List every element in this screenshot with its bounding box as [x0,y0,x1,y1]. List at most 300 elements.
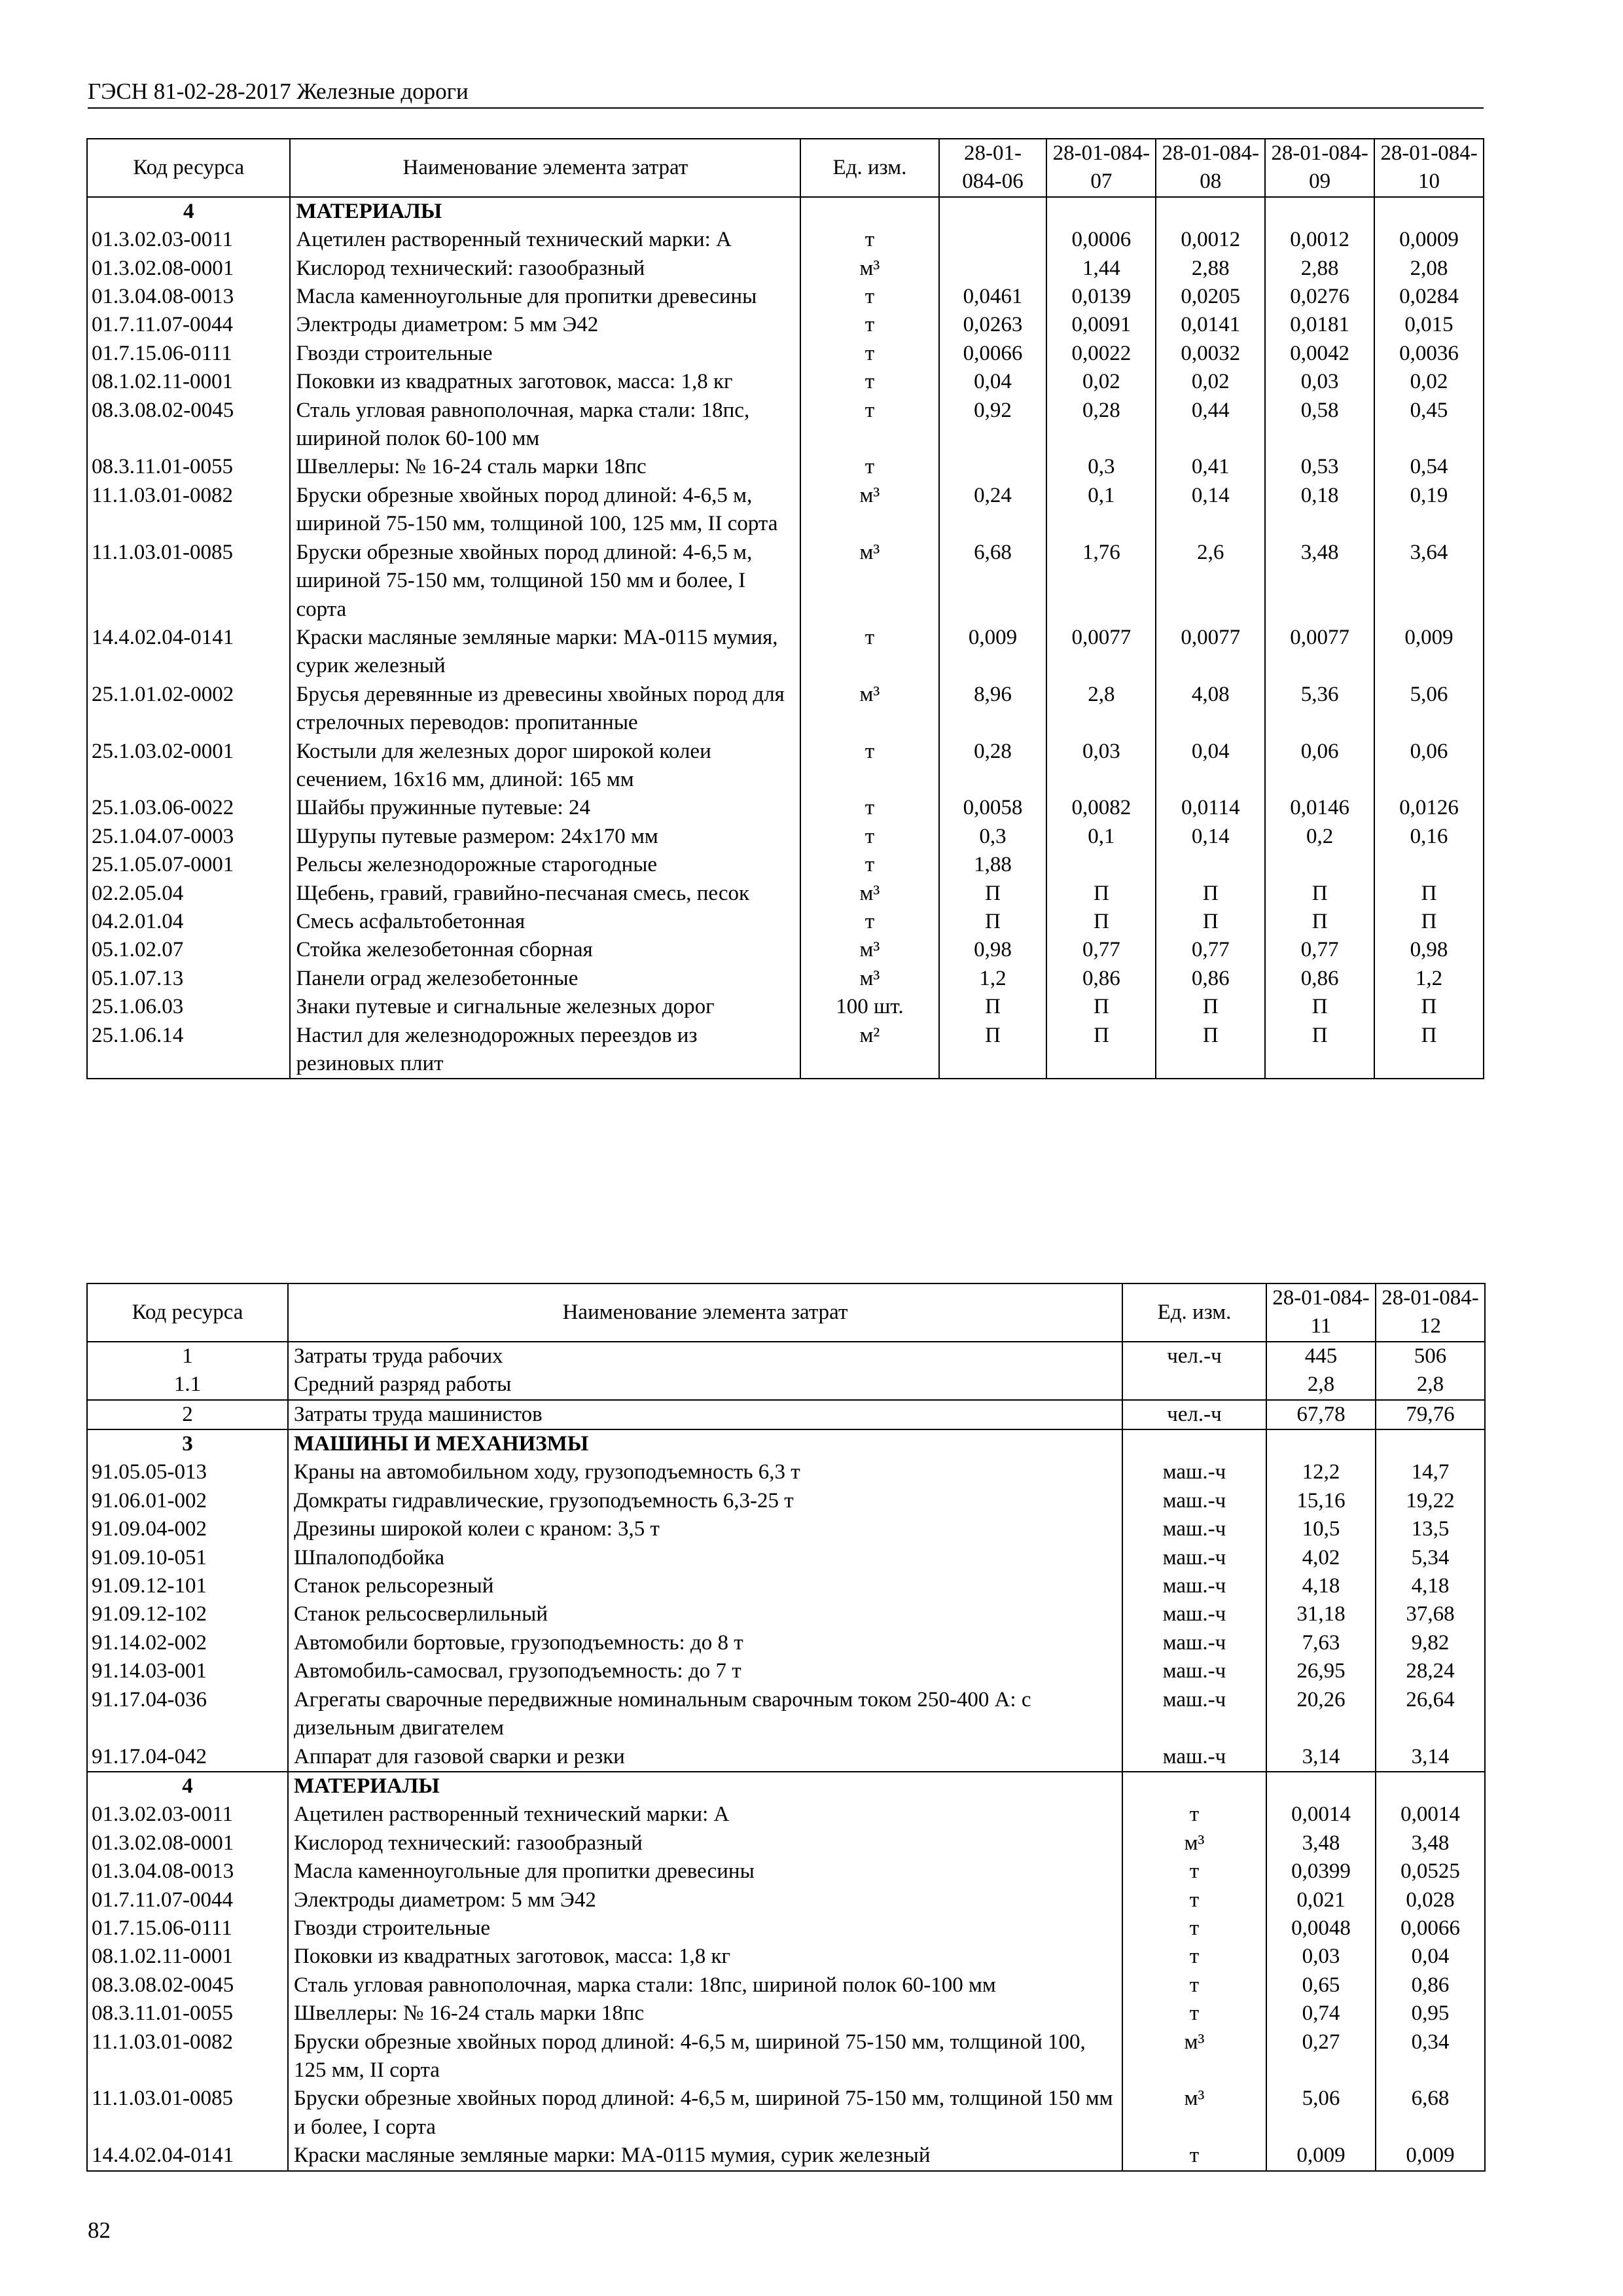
table-row [87,1342,1485,1371]
resource-code: 08.3.11.01-0055 [87,2000,288,2028]
resource-value: 3,48 [1376,1829,1485,1857]
table-row [87,226,1484,254]
resource-unit: м³ [800,880,938,908]
table-row [87,2000,1485,2028]
resource-value: 0,021 [1266,1886,1376,1914]
resource-value: 0,45 [1374,397,1484,454]
col-value-header: 28-01-084-07 [1046,139,1156,197]
table-row [87,255,1484,283]
resource-unit: м³ [800,936,938,964]
resources-table-2 [86,1283,1486,2172]
resource-code: 14.4.02.04-0141 [87,2142,288,2170]
resource-value: 3,14 [1376,1743,1485,1772]
resource-value: 14,7 [1376,1458,1485,1486]
resource-value: 0,009 [1266,2142,1376,2170]
resource-value [939,226,1047,254]
resource-value: 0,0012 [1265,226,1374,254]
resource-value: 0,015 [1374,311,1484,339]
resource-code: 25.1.06.03 [87,993,290,1021]
resource-value: 1,76 [1046,539,1156,624]
col-name-header: Наименование элемента затрат [290,139,800,197]
table-row [87,1686,1485,1743]
resource-value: 0,19 [1374,482,1484,539]
resource-code: 08.1.02.11-0001 [87,368,290,396]
table-row [87,965,1484,993]
resource-unit: м³ [1122,2028,1266,2085]
resource-unit [1122,1371,1266,1399]
resource-value: 0,28 [1046,397,1156,454]
resource-value: 0,0077 [1265,624,1374,681]
resource-name: Краски масляные земляные марки: МА-0115 мумия, сурик железный [290,624,800,681]
resource-value: П [1374,880,1484,908]
table-row [87,539,1484,624]
resource-value: 0,03 [1046,738,1156,795]
resource-value: 0,1 [1046,482,1156,539]
resource-value: 0,0399 [1266,1857,1376,1886]
resource-value: 0,98 [939,936,1047,964]
resource-value: 3,48 [1266,1829,1376,1857]
resource-code: 08.3.11.01-0055 [87,453,290,481]
resource-value: 0,14 [1156,823,1265,851]
resource-value: П [1265,1022,1374,1079]
resource-value: 0,0284 [1374,283,1484,311]
table-row [87,823,1484,851]
resource-value: 0,03 [1266,1943,1376,1971]
page-header: ГЭСН 81-02-28-2017 Железные дороги [88,77,1484,109]
resource-value: 0,0141 [1156,311,1265,339]
resource-value: 1,2 [939,965,1047,993]
resource-value: П [1156,993,1265,1021]
resource-value: П [1046,908,1156,936]
table-row [87,1458,1485,1486]
resource-value: П [1156,908,1265,936]
resource-value: 0,3 [939,823,1047,851]
resource-code: 25.1.04.07-0003 [87,823,290,851]
resource-unit: т [1122,1886,1266,1914]
resource-value: 0,0263 [939,311,1047,339]
resource-unit: маш.-ч [1122,1657,1266,1685]
resource-code: 11.1.03.01-0082 [87,2028,288,2085]
resource-value: 0,04 [1156,738,1265,795]
resource-value: 0,44 [1156,397,1265,454]
resource-name: Агрегаты сварочные передвижные номинальным сварочным током 250-400 А: с дизельным двигателем [288,1686,1122,1743]
resource-unit: т [1122,1914,1266,1943]
resource-name: Шайбы пружинные путевые: 24 [290,794,800,822]
resource-code: 25.1.06.14 [87,1022,290,1079]
resource-code: 01.3.04.08-0013 [87,283,290,311]
resource-value: 0,41 [1156,453,1265,481]
resource-value: 0,0042 [1265,340,1374,368]
resource-unit: т [800,851,938,879]
resource-value: 67,78 [1266,1400,1376,1429]
resource-code: 01.7.15.06-0111 [87,1914,288,1943]
resource-value: 0,77 [1046,936,1156,964]
resource-unit: м³ [1122,2085,1266,2142]
resource-value: 0,0091 [1046,311,1156,339]
resource-value: П [1046,993,1156,1021]
resource-name: Затраты труда рабочих [288,1342,1122,1371]
table-row [87,1544,1485,1572]
resource-value: 0,0205 [1156,283,1265,311]
resource-value: 5,06 [1374,681,1484,738]
col-value-header: 28-01-084-09 [1265,139,1374,197]
resource-value: 0,3 [1046,453,1156,481]
resource-value: 4,18 [1266,1572,1376,1600]
col-unit-header: Ед. изм. [1122,1283,1266,1342]
table-row [87,368,1484,396]
resource-unit: м³ [800,255,938,283]
table-row [87,1886,1485,1914]
table-row [87,1829,1485,1857]
resource-unit: т [800,453,938,481]
resource-name: Масла каменноугольные для пропитки древесины [288,1857,1122,1886]
resource-value: 0,0082 [1046,794,1156,822]
resource-value: 0,0048 [1266,1914,1376,1943]
col-value-header: 28-01-084-06 [939,139,1047,197]
resource-value: П [939,993,1047,1021]
section-code: 4 [87,197,290,226]
resource-value: 2,88 [1265,255,1374,283]
col-value-header: 28-01-084-11 [1266,1283,1376,1342]
resource-code: 05.1.07.13 [87,965,290,993]
resource-unit: 100 шт. [800,993,938,1021]
resource-unit: м³ [800,482,938,539]
resource-value: 3,64 [1374,539,1484,624]
resource-code: 91.06.01-002 [87,1487,288,1515]
resource-value: 0,06 [1265,738,1374,795]
resource-name: Щебень, гравий, гравийно-песчаная смесь, песок [290,880,800,908]
resource-code: 14.4.02.04-0141 [87,624,290,681]
resource-unit: т [800,738,938,795]
resources-table-1 [86,138,1484,1079]
resource-value: 12,2 [1266,1458,1376,1486]
resource-unit: маш.-ч [1122,1629,1266,1657]
resource-value: 2,6 [1156,539,1265,624]
table-row [87,482,1484,539]
resource-name: Автомобили бортовые, грузоподъемность: до 8 т [288,1629,1122,1657]
resource-value: 0,009 [1374,624,1484,681]
resource-value [1376,1772,1485,1801]
resource-unit: маш.-ч [1122,1743,1266,1772]
table-row [87,880,1484,908]
resource-name: Домкраты гидравлические, грузоподъемность 6,3-25 т [288,1487,1122,1515]
resource-unit: т [1122,1943,1266,1971]
resource-code: 05.1.02.07 [87,936,290,964]
resource-value: П [1265,993,1374,1021]
resource-value: 26,64 [1376,1686,1485,1743]
resource-name: Швеллеры: № 16-24 сталь марки 18пс [288,2000,1122,2028]
resource-value: 3,14 [1266,1743,1376,1772]
resource-name: Кислород технический: газообразный [288,1829,1122,1857]
resource-value: 0,0461 [939,283,1047,311]
resource-value: 6,68 [939,539,1047,624]
resource-value: 0,34 [1376,2028,1485,2085]
resource-value: 0,0032 [1156,340,1265,368]
resource-value: 2,8 [1046,681,1156,738]
resource-unit: т [1122,1857,1266,1886]
resource-value: 10,5 [1266,1515,1376,1543]
table-row [87,1515,1485,1543]
resource-code: 11.1.03.01-0085 [87,2085,288,2142]
resource-code: 91.09.04-002 [87,1515,288,1543]
resource-value: П [1265,908,1374,936]
resource-code: 01.3.02.08-0001 [87,255,290,283]
resource-value: 0,53 [1265,453,1374,481]
resource-value: 5,34 [1376,1544,1485,1572]
resource-code: 91.17.04-042 [87,1743,288,1772]
resource-name: Краны на автомобильном ходу, грузоподъемность 6,3 т [288,1458,1122,1486]
resource-value: 0,0066 [1376,1914,1485,1943]
resource-value: 3,48 [1265,539,1374,624]
section-row [87,1429,1485,1458]
resource-code: 91.09.12-102 [87,1600,288,1628]
resource-value: 0,0126 [1374,794,1484,822]
resource-unit: чел.-ч [1122,1400,1266,1429]
resource-value: 0,98 [1374,936,1484,964]
resource-value: 506 [1376,1342,1485,1371]
resource-name: Сталь угловая равнополочная, марка стали: 18пс, шириной полок 60-100 мм [288,1971,1122,2000]
resource-code: 01.3.04.08-0013 [87,1857,288,1886]
resource-value: 0,0077 [1156,624,1265,681]
resource-value: П [939,880,1047,908]
resource-unit: маш.-ч [1122,1458,1266,1486]
resource-code: 02.2.05.04 [87,880,290,908]
table-row [87,738,1484,795]
resource-unit: т [800,226,938,254]
resource-value: 0,18 [1265,482,1374,539]
table-row [87,681,1484,738]
resource-name: Шурупы путевые размером: 24х170 мм [290,823,800,851]
table-row [87,936,1484,964]
section-row [87,197,1484,226]
page-number: 82 [88,2217,111,2243]
resource-name: Настил для железнодорожных переездов из резиновых плит [290,1022,800,1079]
resource-value: 4,08 [1156,681,1265,738]
resource-unit [1122,1429,1266,1458]
resource-value: 9,82 [1376,1629,1485,1657]
resource-unit: м³ [800,681,938,738]
resource-value: 5,06 [1266,2085,1376,2142]
resource-name: Бруски обрезные хвойных пород длиной: 4-6,5 м, шириной 75-150 мм, толщиной 150 мм и более, I сорта [290,539,800,624]
resource-code: 91.09.10-051 [87,1544,288,1572]
table-row [87,1022,1484,1079]
resource-value: 2,8 [1266,1371,1376,1399]
resource-code: 11.1.03.01-0085 [87,539,290,624]
resource-code: 91.05.05-013 [87,1458,288,1486]
resource-unit: маш.-ч [1122,1515,1266,1543]
resource-name: Аппарат для газовой сварки и резки [288,1743,1122,1772]
col-unit-header: Ед. изм. [800,139,938,197]
resource-name: Панели оград железобетонные [290,965,800,993]
resource-name: Шпалоподбойка [288,1544,1122,1572]
table-row [87,794,1484,822]
col-value-header: 28-01-084-10 [1374,139,1484,197]
resource-unit: т [1122,2142,1266,2170]
resource-value: П [939,1022,1047,1079]
table-row [87,1400,1485,1429]
resource-value: 2,88 [1156,255,1265,283]
resource-value [1376,1429,1485,1458]
table-row [87,1914,1485,1943]
resource-name: Станок рельсосверлильный [288,1600,1122,1628]
resource-code: 91.14.03-001 [87,1657,288,1685]
resource-value: 0,86 [1376,1971,1485,2000]
resource-value: 0,16 [1374,823,1484,851]
resource-value: 0,0058 [939,794,1047,822]
resource-code: 08.3.08.02-0045 [87,397,290,454]
resource-value: 0,58 [1265,397,1374,454]
resource-value: П [1265,880,1374,908]
resource-code: 01.3.02.08-0001 [87,1829,288,1857]
resource-value: 2,08 [1374,255,1484,283]
resource-value: 0,0022 [1046,340,1156,368]
table-row [87,1487,1485,1515]
resource-name: Дрезины широкой колеи с краном: 3,5 т [288,1515,1122,1543]
table-header-row [87,1283,1485,1342]
resource-value: 0,0036 [1374,340,1484,368]
resource-code: 01.7.11.07-0044 [87,1886,288,1914]
table-row [87,1657,1485,1685]
resource-name: Гвозди строительные [288,1914,1122,1943]
resource-unit: т [1122,1801,1266,1829]
resource-value: 0,04 [1376,1943,1485,1971]
resource-value: 20,26 [1266,1686,1376,1743]
resource-value: 0,0525 [1376,1857,1485,1886]
resource-code: 01.7.15.06-0111 [87,340,290,368]
resource-value: 0,009 [939,624,1047,681]
col-name-header: Наименование элемента затрат [288,1283,1122,1342]
table-row [87,340,1484,368]
table-row [87,311,1484,339]
resource-value [1266,1772,1376,1801]
resource-value: 0,77 [1265,936,1374,964]
resource-value: 1,88 [939,851,1047,879]
resource-name: Швеллеры: № 16-24 сталь марки 18пс [290,453,800,481]
resource-value: 19,22 [1376,1487,1485,1515]
resource-value: 0,54 [1374,453,1484,481]
resource-code: 91.14.02-002 [87,1629,288,1657]
table-row [87,1801,1485,1829]
resource-value: 0,86 [1265,965,1374,993]
resource-code: 3 [87,1429,288,1458]
resource-value: П [1374,1022,1484,1079]
col-code-header: Код ресурса [87,1283,288,1342]
resource-value: П [1156,1022,1265,1079]
resource-value: 0,0077 [1046,624,1156,681]
resource-value: 0,0012 [1156,226,1265,254]
resource-name: Бруски обрезные хвойных пород длиной: 4-6,5 м, шириной 75-150 мм, толщиной 150 мм и более, I сорта [288,2085,1122,2142]
resource-value: 0,86 [1046,965,1156,993]
resource-value: 0,06 [1374,738,1484,795]
resource-name: Бруски обрезные хвойных пород длиной: 4-6,5 м, шириной 75-150 мм, толщиной 100, 125 мм, II сорта [288,2028,1122,2085]
resource-unit: т [800,794,938,822]
resource-code: 25.1.01.02-0002 [87,681,290,738]
resource-value: 0,028 [1376,1886,1485,1914]
resource-value: 0,0009 [1374,226,1484,254]
resource-value: 0,74 [1266,2000,1376,2028]
resource-code: 2 [87,1400,288,1429]
resource-unit [1122,1772,1266,1801]
resource-name: Бруски обрезные хвойных пород длиной: 4-6,5 м, шириной 75-150 мм, толщиной 100, 125 мм, II сорта [290,482,800,539]
resource-name: Смесь асфальтобетонная [290,908,800,936]
resource-value: 8,96 [939,681,1047,738]
resource-value: 0,02 [1374,368,1484,396]
resource-name: Электроды диаметром: 5 мм Э42 [290,311,800,339]
table-row [87,1857,1485,1886]
resource-value: 0,24 [939,482,1047,539]
resource-code: 25.1.05.07-0001 [87,851,290,879]
resource-name: Поковки из квадратных заготовок, масса: 1,8 кг [290,368,800,396]
resource-code: 08.1.02.11-0001 [87,1943,288,1971]
resource-name: Затраты труда машинистов [288,1400,1122,1429]
resource-code: 01.3.02.03-0011 [87,226,290,254]
resource-unit: т [800,823,938,851]
resource-unit: т [800,283,938,311]
resource-code: 04.2.01.04 [87,908,290,936]
resource-value: 445 [1266,1342,1376,1371]
resource-value: 15,16 [1266,1487,1376,1515]
resource-value: 0,0139 [1046,283,1156,311]
resource-value: 0,009 [1376,2142,1485,2170]
resource-name: Костыли для железных дорог широкой колеи сечением, 16х16 мм, длиной: 165 мм [290,738,800,795]
resource-name: Краски масляные земляные марки: МА-0115 мумия, сурик железный [288,2142,1122,2170]
resource-code: 11.1.03.01-0082 [87,482,290,539]
resource-unit: т [1122,2000,1266,2028]
table-row [87,624,1484,681]
resource-unit: маш.-ч [1122,1487,1266,1515]
resource-name: МАШИНЫ И МЕХАНИЗМЫ [288,1429,1122,1458]
resource-value: 0,0181 [1265,311,1374,339]
table-row [87,1600,1485,1628]
resource-unit: чел.-ч [1122,1342,1266,1371]
resource-name: Средний разряд работы [288,1371,1122,1399]
resource-code: 01.3.02.03-0011 [87,1801,288,1829]
col-value-header: 28-01-084-08 [1156,139,1265,197]
resource-code: 4 [87,1772,288,1801]
resource-value: 0,0014 [1376,1801,1485,1829]
resource-value: 0,0114 [1156,794,1265,822]
resource-name: Сталь угловая равнополочная, марка стали: 18пс, шириной полок 60-100 мм [290,397,800,454]
resource-code: 25.1.03.06-0022 [87,794,290,822]
table-row [87,2085,1485,2142]
resource-code: 91.09.12-101 [87,1572,288,1600]
resource-unit: т [800,340,938,368]
resource-name: Поковки из квадратных заготовок, масса: 1,8 кг [288,1943,1122,1971]
resource-value: 0,65 [1266,1971,1376,2000]
resource-unit: т [800,397,938,454]
table-row [87,993,1484,1021]
resource-value: П [1046,880,1156,908]
resource-value [1374,851,1484,879]
resource-value: 6,68 [1376,2085,1485,2142]
resource-value [1156,851,1265,879]
resource-value: 4,18 [1376,1572,1485,1600]
resource-name: Ацетилен растворенный технический марки: А [288,1801,1122,1829]
resource-value: П [1046,1022,1156,1079]
resource-value: 1,2 [1374,965,1484,993]
table-row [87,453,1484,481]
resource-value: 37,68 [1376,1600,1485,1628]
resource-value: 0,14 [1156,482,1265,539]
resource-value: 0,0006 [1046,226,1156,254]
resource-name: МАТЕРИАЛЫ [288,1772,1122,1801]
resource-value: 0,03 [1265,368,1374,396]
table-row [87,1629,1485,1657]
resource-value: 0,0066 [939,340,1047,368]
resource-code: 08.3.08.02-0045 [87,1971,288,2000]
resource-value: 31,18 [1266,1600,1376,1628]
table-row [87,1371,1485,1399]
